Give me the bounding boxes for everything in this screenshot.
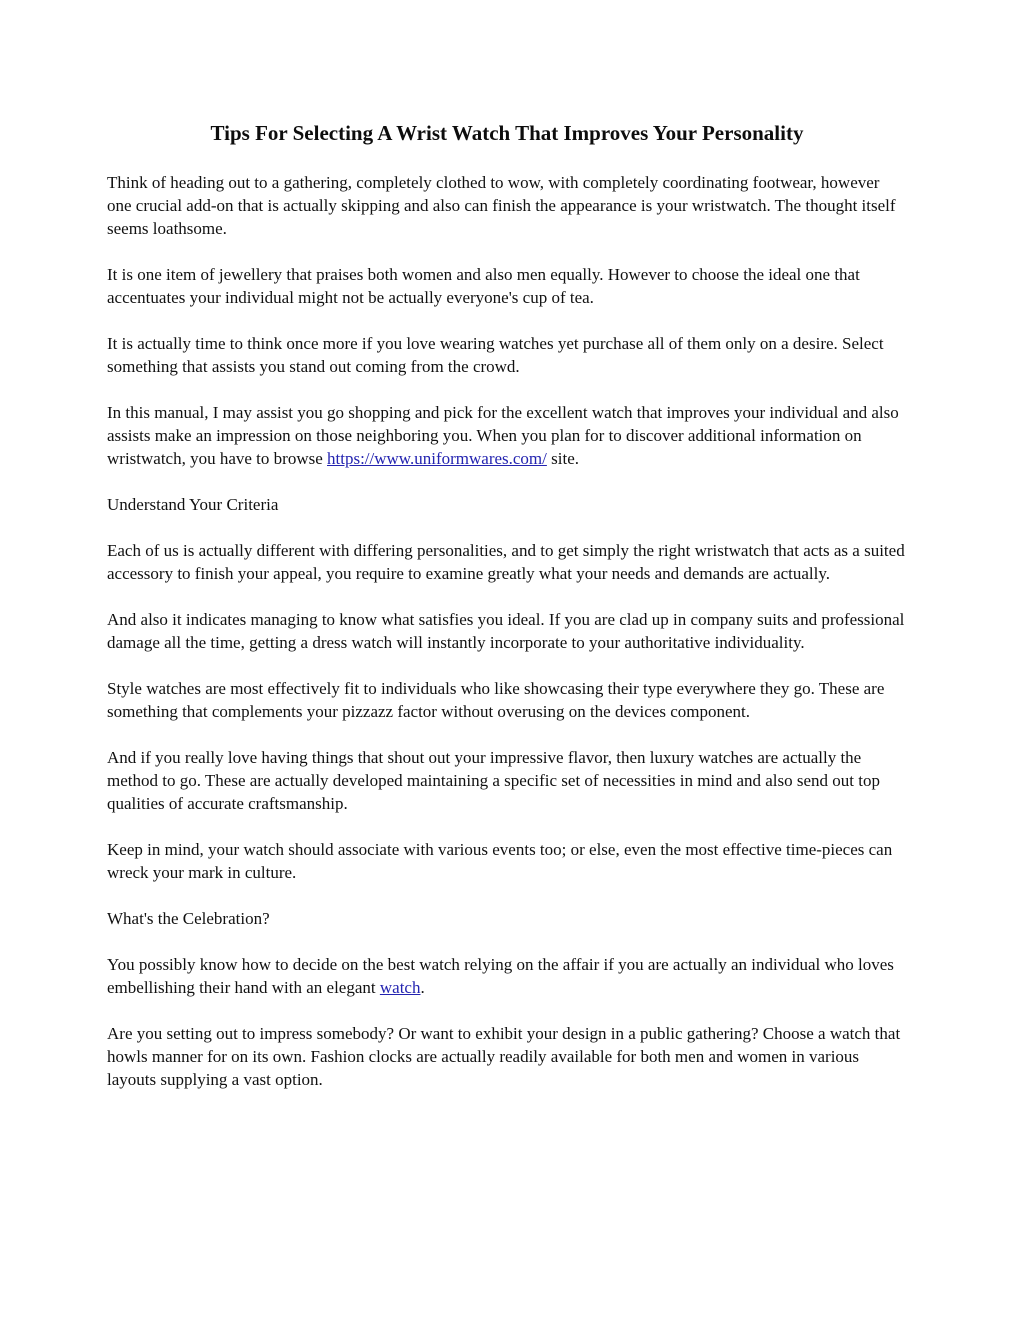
text-run: And also it indicates managing to know what satisfies you ideal. If you are clad up in company suits and professional damage all the time, getting a dress watch will instantly incorporate to your authoritative individuality.	[107, 610, 905, 652]
paragraph-intro	[107, 171, 907, 240]
paragraph-style-watches	[107, 677, 907, 723]
uniformwares-link[interactable]: https://www.uniformwares.com/	[327, 449, 547, 468]
text-run: Are you setting out to impress somebody? Or want to exhibit your design in a public gathering? Choose a watch that howls manner for on its own. Fashion clocks are actually readily available for both men and women in various layouts supplying a vast option.	[107, 1024, 901, 1089]
text-run: Think of heading out to a gathering, completely clothed to wow, with completely coordinating footwear, however one crucial add-on that is actually skipping and also can finish the appearance is your wristwatch. The thought itself seems loathsome.	[107, 173, 896, 238]
paragraph-each-of-us	[107, 539, 907, 585]
heading-understand-your-criteria	[107, 493, 907, 516]
text-run: You possibly know how to decide on the best watch relying on the affair if you are actually an individual who loves embellishing their hand with an elegant	[107, 955, 894, 997]
text-run: In this manual, I may assist you go shopping and pick for the excellent watch that improves your individual and also assists make an impression on those neighboring you. When you plan for to discover additional information on wristwatch, you have to browse	[107, 403, 899, 468]
text-run: .	[420, 978, 425, 997]
heading-whats-the-celebration	[107, 907, 907, 930]
paragraph-jewellery	[107, 263, 907, 309]
paragraph-keep-in-mind	[107, 838, 907, 884]
document-body	[107, 171, 907, 1091]
text-run: Understand Your Criteria	[107, 495, 279, 514]
text-run: What's the Celebration?	[107, 909, 270, 928]
text-run: And if you really love having things that shout out your impressive flavor, then luxury watches are actually the method to go. These are actually developed maintaining a specific set of necessities in mind and also send out top qualities of accurate craftsmanship.	[107, 748, 880, 813]
paragraph-luxury-watches	[107, 746, 907, 815]
text-run: Keep in mind, your watch should associate with various events too; or else, even the most effective time-pieces can wreck your mark in culture.	[107, 840, 893, 882]
text-run: Each of us is actually different with differing personalities, and to get simply the right wristwatch that acts as a suited accessory to finish your appeal, you require to examine greatly what your needs and demands are actually.	[107, 541, 905, 583]
paragraph-think-once-more	[107, 332, 907, 378]
watch-link[interactable]: watch	[379, 978, 421, 997]
document-title: Tips For Selecting A Wrist Watch That Improves Your Personality	[210, 121, 804, 145]
text-run: It is one item of jewellery that praises both women and also men equally. However to choose the ideal one that accentuates your individual might not be actually everyone's cup of tea.	[107, 265, 860, 307]
text-run: Style watches are most effectively fit to individuals who like showcasing their type everywhere they go. These are something that complements your pizzazz factor without overusing on the devices component.	[107, 679, 885, 721]
paragraph-manual	[107, 401, 907, 470]
paragraph-best-watch	[107, 953, 907, 999]
text-run: site.	[546, 449, 579, 468]
paragraph-impress-somebody	[107, 1022, 907, 1091]
paragraph-dress-watch	[107, 608, 907, 654]
text-run: It is actually time to think once more if you love wearing watches yet purchase all of them only on a desire. Select something that assists you stand out coming from the crowd.	[107, 334, 884, 376]
